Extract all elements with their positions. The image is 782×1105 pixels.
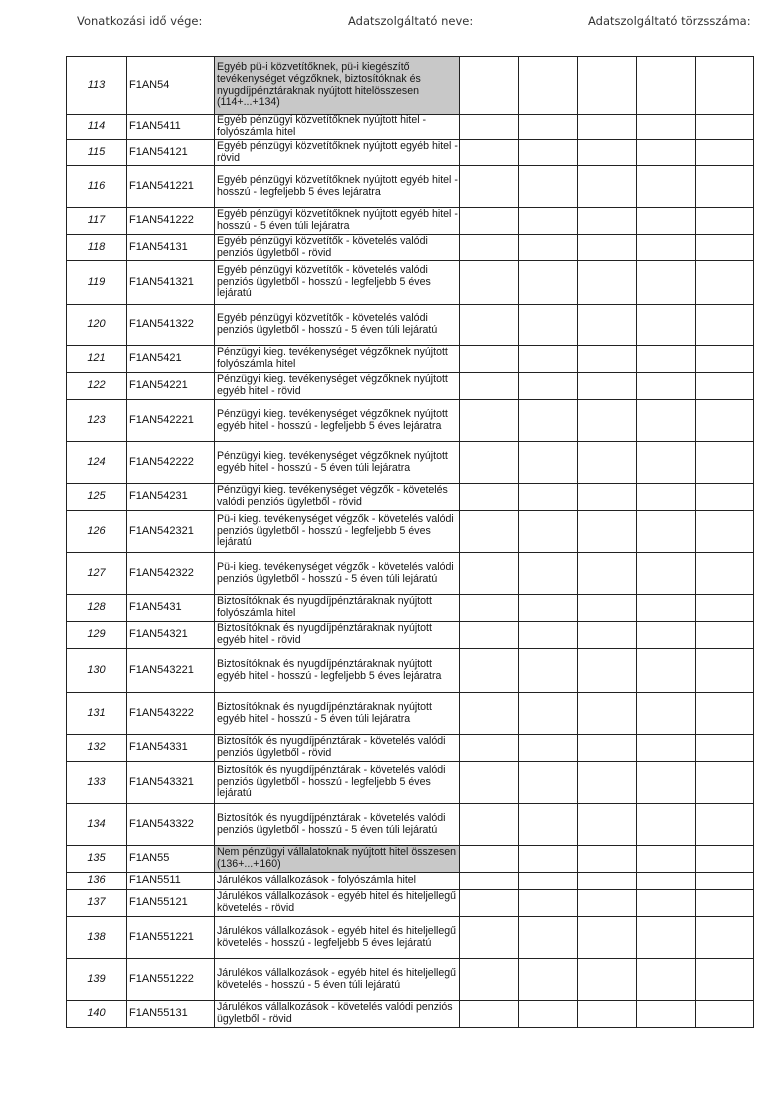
value-cell[interactable] [578,804,637,846]
value-cell[interactable] [519,693,578,735]
value-cell[interactable] [637,959,696,1001]
table-row [67,804,754,846]
value-cell[interactable] [696,762,754,804]
value-cell[interactable] [519,261,578,305]
value-cell[interactable] [519,442,578,484]
value-cell[interactable] [637,595,696,622]
value-cell[interactable] [578,346,637,373]
value-cell[interactable] [519,622,578,649]
row-number: 122 [67,373,127,400]
value-cell[interactable] [519,305,578,346]
value-cell[interactable] [519,57,578,115]
row-code: F1AN5431 [127,595,215,622]
value-cell[interactable] [637,804,696,846]
row-code: F1AN54331 [127,735,215,762]
value-cell[interactable] [696,649,754,693]
table-row [67,166,754,208]
value-cell[interactable] [696,553,754,595]
value-cell[interactable] [696,693,754,735]
value-cell[interactable] [460,511,519,553]
row-number: 119 [67,261,127,305]
table-row [67,917,754,959]
table-row [67,890,754,917]
table-row [67,400,754,442]
value-cell[interactable] [637,140,696,166]
row-number: 136 [67,873,127,890]
value-cell[interactable] [696,1001,754,1028]
row-description: Egyéb pénzügyi közvetítőknek nyújtott hitel - folyószámla hitel [215,115,460,140]
table-row [67,873,754,890]
value-cell[interactable] [578,693,637,735]
row-code: F1AN541322 [127,305,215,346]
row-number: 121 [67,346,127,373]
value-cell[interactable] [578,1001,637,1028]
row-description: Pü-i kieg. tevékenységet végzők - követelés valódi penziós ügyletből - hosszú - legfeljebb 5 éves lejáratú [215,511,460,553]
value-cell[interactable] [460,166,519,208]
row-code: F1AN54131 [127,235,215,261]
value-cell[interactable] [460,442,519,484]
value-cell[interactable] [637,57,696,115]
value-cell[interactable] [460,890,519,917]
value-cell[interactable] [637,305,696,346]
provider-name-label: Adatszolgáltató neve: [348,14,474,28]
value-cell[interactable] [460,804,519,846]
value-cell[interactable] [696,917,754,959]
table-row [67,57,754,115]
row-description: Biztosítók és nyugdíjpénztárak - követelés valódi penziós ügyletből - hosszú - legfeljebb 5 éves lejáratú [215,762,460,804]
row-description: Pénzügyi kieg. tevékenységet végzőknek nyújtott egyéb hitel - hosszú - legfeljebb 5 éves lejáratra [215,400,460,442]
row-code: F1AN541321 [127,261,215,305]
value-cell[interactable] [578,595,637,622]
value-cell[interactable] [637,442,696,484]
value-cell[interactable] [578,373,637,400]
value-cell[interactable] [460,649,519,693]
row-number: 125 [67,484,127,511]
row-description: Járulékos vállalkozások - egyéb hitel és hiteljellegű követelés - hosszú - legfeljebb 5 éves lejáratú [215,917,460,959]
row-number: 126 [67,511,127,553]
value-cell[interactable] [637,208,696,235]
value-cell[interactable] [696,735,754,762]
value-cell[interactable] [696,346,754,373]
row-description: Járulékos vállalkozások - egyéb hitel és hiteljellegű követelés - hosszú - 5 éven túli lejáratú [215,959,460,1001]
data-table [66,56,754,1028]
value-cell[interactable] [578,762,637,804]
table-row [67,442,754,484]
value-cell[interactable] [460,346,519,373]
value-cell[interactable] [637,235,696,261]
value-cell[interactable] [637,846,696,873]
row-number: 137 [67,890,127,917]
row-number: 129 [67,622,127,649]
value-cell[interactable] [637,622,696,649]
value-cell[interactable] [578,208,637,235]
value-cell[interactable] [578,622,637,649]
row-code: F1AN5511 [127,873,215,890]
table-row [67,115,754,140]
value-cell[interactable] [460,484,519,511]
period-end-label: Vonatkozási idő vége: [77,14,203,28]
row-code: F1AN55131 [127,1001,215,1028]
row-code: F1AN5421 [127,346,215,373]
row-code: F1AN542222 [127,442,215,484]
row-description: Biztosítóknak és nyugdíjpénztáraknak nyújtott egyéb hitel - rövid [215,622,460,649]
value-cell[interactable] [696,959,754,1001]
value-cell[interactable] [460,1001,519,1028]
value-cell[interactable] [519,553,578,595]
row-description: Pénzügyi kieg. tevékenységet végzők - követelés valódi penziós ügyletből - rövid [215,484,460,511]
value-cell[interactable] [460,917,519,959]
value-cell[interactable] [460,400,519,442]
table-row [67,484,754,511]
value-cell[interactable] [637,166,696,208]
value-cell[interactable] [637,735,696,762]
row-description: Egyéb pénzügyi közvetítők - követelés valódi penziós ügyletből - hosszú - 5 éven túli lejáratú [215,305,460,346]
value-cell[interactable] [519,208,578,235]
row-code: F1AN541221 [127,166,215,208]
row-description: Egyéb pénzügyi közvetítők - követelés valódi penziós ügyletből - hosszú - legfeljebb 5 éves lejáratú [215,261,460,305]
row-number: 118 [67,235,127,261]
value-cell[interactable] [696,846,754,873]
value-cell[interactable] [578,57,637,115]
value-cell[interactable] [460,735,519,762]
row-code: F1AN543222 [127,693,215,735]
value-cell[interactable] [578,735,637,762]
value-cell[interactable] [519,373,578,400]
value-cell[interactable] [578,442,637,484]
row-number: 120 [67,305,127,346]
row-code: F1AN542322 [127,553,215,595]
table-row [67,595,754,622]
value-cell[interactable] [696,890,754,917]
row-number: 134 [67,804,127,846]
row-description: Biztosítóknak és nyugdíjpénztáraknak nyújtott folyószámla hitel [215,595,460,622]
row-description: Járulékos vállalkozások - egyéb hitel és hiteljellegű követelés - rövid [215,890,460,917]
value-cell[interactable] [637,484,696,511]
value-cell[interactable] [696,166,754,208]
value-cell[interactable] [637,511,696,553]
row-description: Egyéb pénzügyi közvetítők - követelés valódi penziós ügyletből - rövid [215,235,460,261]
value-cell[interactable] [460,693,519,735]
value-cell[interactable] [637,346,696,373]
value-cell[interactable] [519,649,578,693]
table-row [67,346,754,373]
row-description: Pü-i kieg. tevékenységet végzők - követelés valódi penziós ügyletből - hosszú - 5 éven túli lejáratú [215,553,460,595]
row-code: F1AN542221 [127,400,215,442]
value-cell[interactable] [696,400,754,442]
value-cell[interactable] [578,166,637,208]
row-number: 116 [67,166,127,208]
value-cell[interactable] [696,261,754,305]
row-description: Biztosítóknak és nyugdíjpénztáraknak nyújtott egyéb hitel - hosszú - 5 éven túli lejáratra [215,693,460,735]
row-number: 113 [67,57,127,115]
value-cell[interactable] [519,804,578,846]
row-description: Egyéb pénzügyi közvetítőknek nyújtott egyéb hitel - rövid [215,140,460,166]
value-cell[interactable] [637,553,696,595]
value-cell[interactable] [696,442,754,484]
row-description: Nem pénzügyi vállalatoknak nyújtott hitel összesen (136+...+160) [215,846,460,873]
row-code: F1AN54221 [127,373,215,400]
value-cell[interactable] [519,917,578,959]
value-cell[interactable] [637,693,696,735]
value-cell[interactable] [637,115,696,140]
row-code: F1AN541222 [127,208,215,235]
value-cell[interactable] [578,511,637,553]
table-row [67,373,754,400]
table-row [67,622,754,649]
row-description: Egyéb pénzügyi közvetítőknek nyújtott egyéb hitel - hosszú - 5 éven túli lejáratra [215,208,460,235]
value-cell[interactable] [519,235,578,261]
row-description: Pénzügyi kieg. tevékenységet végzőknek nyújtott egyéb hitel - rövid [215,373,460,400]
row-description: Járulékos vállalkozások - követelés valódi penziós ügyletből - rövid [215,1001,460,1028]
row-code: F1AN54 [127,57,215,115]
table-row [67,1001,754,1028]
row-code: F1AN54321 [127,622,215,649]
value-cell[interactable] [578,305,637,346]
value-cell[interactable] [519,140,578,166]
row-number: 139 [67,959,127,1001]
value-cell[interactable] [696,373,754,400]
row-code: F1AN543221 [127,649,215,693]
table-row [67,305,754,346]
row-description: Járulékos vállalkozások - folyószámla hitel [215,873,460,890]
row-code: F1AN54121 [127,140,215,166]
row-code: F1AN54231 [127,484,215,511]
value-cell[interactable] [578,115,637,140]
row-number: 131 [67,693,127,735]
value-cell[interactable] [696,115,754,140]
value-cell[interactable] [460,208,519,235]
value-cell[interactable] [519,166,578,208]
value-cell[interactable] [696,622,754,649]
table-row [67,735,754,762]
value-cell[interactable] [519,873,578,890]
table-body [67,57,754,1028]
row-description: Egyéb pénzügyi közvetítőknek nyújtott egyéb hitel - hosszú - legfeljebb 5 éves lejáratra [215,166,460,208]
value-cell[interactable] [519,762,578,804]
value-cell[interactable] [637,873,696,890]
table-row [67,649,754,693]
row-description: Biztosítók és nyugdíjpénztárak - követelés valódi penziós ügyletből - hosszú - 5 éven túli lejáratú [215,804,460,846]
row-number: 132 [67,735,127,762]
value-cell[interactable] [519,1001,578,1028]
value-cell[interactable] [578,484,637,511]
table-row [67,846,754,873]
row-number: 123 [67,400,127,442]
row-description: Pénzügyi kieg. tevékenységet végzőknek nyújtott folyószámla hitel [215,346,460,373]
value-cell[interactable] [578,235,637,261]
value-cell[interactable] [519,890,578,917]
row-description: Pénzügyi kieg. tevékenységet végzőknek nyújtott egyéb hitel - hosszú - 5 éven túli lejáratra [215,442,460,484]
table-row [67,693,754,735]
row-number: 135 [67,846,127,873]
row-code: F1AN551222 [127,959,215,1001]
value-cell[interactable] [519,595,578,622]
table-row [67,762,754,804]
value-cell[interactable] [460,873,519,890]
value-cell[interactable] [519,959,578,1001]
row-description: Biztosítóknak és nyugdíjpénztáraknak nyújtott egyéb hitel - hosszú - legfeljebb 5 éves lejáratra [215,649,460,693]
value-cell[interactable] [519,511,578,553]
value-cell[interactable] [696,484,754,511]
value-cell[interactable] [696,305,754,346]
table-row [67,140,754,166]
value-cell[interactable] [519,846,578,873]
row-code: F1AN55 [127,846,215,873]
value-cell[interactable] [637,917,696,959]
row-description: Biztosítók és nyugdíjpénztárak - követelés valódi penziós ügyletből - rövid [215,735,460,762]
row-number: 130 [67,649,127,693]
row-number: 117 [67,208,127,235]
value-cell[interactable] [519,115,578,140]
value-cell[interactable] [519,400,578,442]
value-cell[interactable] [696,511,754,553]
value-cell[interactable] [696,235,754,261]
table-row [67,553,754,595]
value-cell[interactable] [578,553,637,595]
row-code: F1AN5411 [127,115,215,140]
value-cell[interactable] [460,373,519,400]
value-cell[interactable] [460,57,519,115]
table-row [67,208,754,235]
row-description: Egyéb pü-i közvetítőknek, pü-i kiegészítő tevékenységet végzőknek, biztosítóknak és nyugdíjpénztáraknak nyújtott hitelösszesen (114+...+134) [215,57,460,115]
row-number: 115 [67,140,127,166]
value-cell[interactable] [696,804,754,846]
row-code: F1AN543321 [127,762,215,804]
value-cell[interactable] [578,261,637,305]
row-code: F1AN542321 [127,511,215,553]
value-cell[interactable] [460,846,519,873]
value-cell[interactable] [637,373,696,400]
row-number: 124 [67,442,127,484]
value-cell[interactable] [578,649,637,693]
value-cell[interactable] [460,261,519,305]
value-cell[interactable] [519,735,578,762]
row-number: 128 [67,595,127,622]
row-code: F1AN543322 [127,804,215,846]
value-cell[interactable] [637,400,696,442]
row-number: 133 [67,762,127,804]
value-cell[interactable] [460,553,519,595]
value-cell[interactable] [578,400,637,442]
value-cell[interactable] [519,346,578,373]
table-row [67,235,754,261]
value-cell[interactable] [637,762,696,804]
row-number: 140 [67,1001,127,1028]
value-cell[interactable] [696,595,754,622]
value-cell[interactable] [578,873,637,890]
value-cell[interactable] [696,873,754,890]
value-cell[interactable] [460,622,519,649]
value-cell[interactable] [460,305,519,346]
table-row [67,511,754,553]
value-cell[interactable] [578,846,637,873]
row-number: 127 [67,553,127,595]
value-cell[interactable] [578,140,637,166]
value-cell[interactable] [696,140,754,166]
value-cell[interactable] [637,1001,696,1028]
value-cell[interactable] [519,484,578,511]
value-cell[interactable] [637,890,696,917]
provider-id-label: Adatszolgáltató törzsszáma: [588,14,751,28]
value-cell[interactable] [460,959,519,1001]
value-cell[interactable] [460,595,519,622]
value-cell[interactable] [637,261,696,305]
table-row [67,959,754,1001]
table-row [67,261,754,305]
value-cell[interactable] [578,959,637,1001]
row-number: 114 [67,115,127,140]
value-cell[interactable] [460,140,519,166]
row-number: 138 [67,917,127,959]
row-code: F1AN551221 [127,917,215,959]
value-cell[interactable] [696,208,754,235]
value-cell[interactable] [460,235,519,261]
value-cell[interactable] [637,649,696,693]
value-cell[interactable] [460,762,519,804]
value-cell[interactable] [578,890,637,917]
value-cell[interactable] [578,917,637,959]
value-cell[interactable] [696,57,754,115]
row-code: F1AN55121 [127,890,215,917]
value-cell[interactable] [460,115,519,140]
